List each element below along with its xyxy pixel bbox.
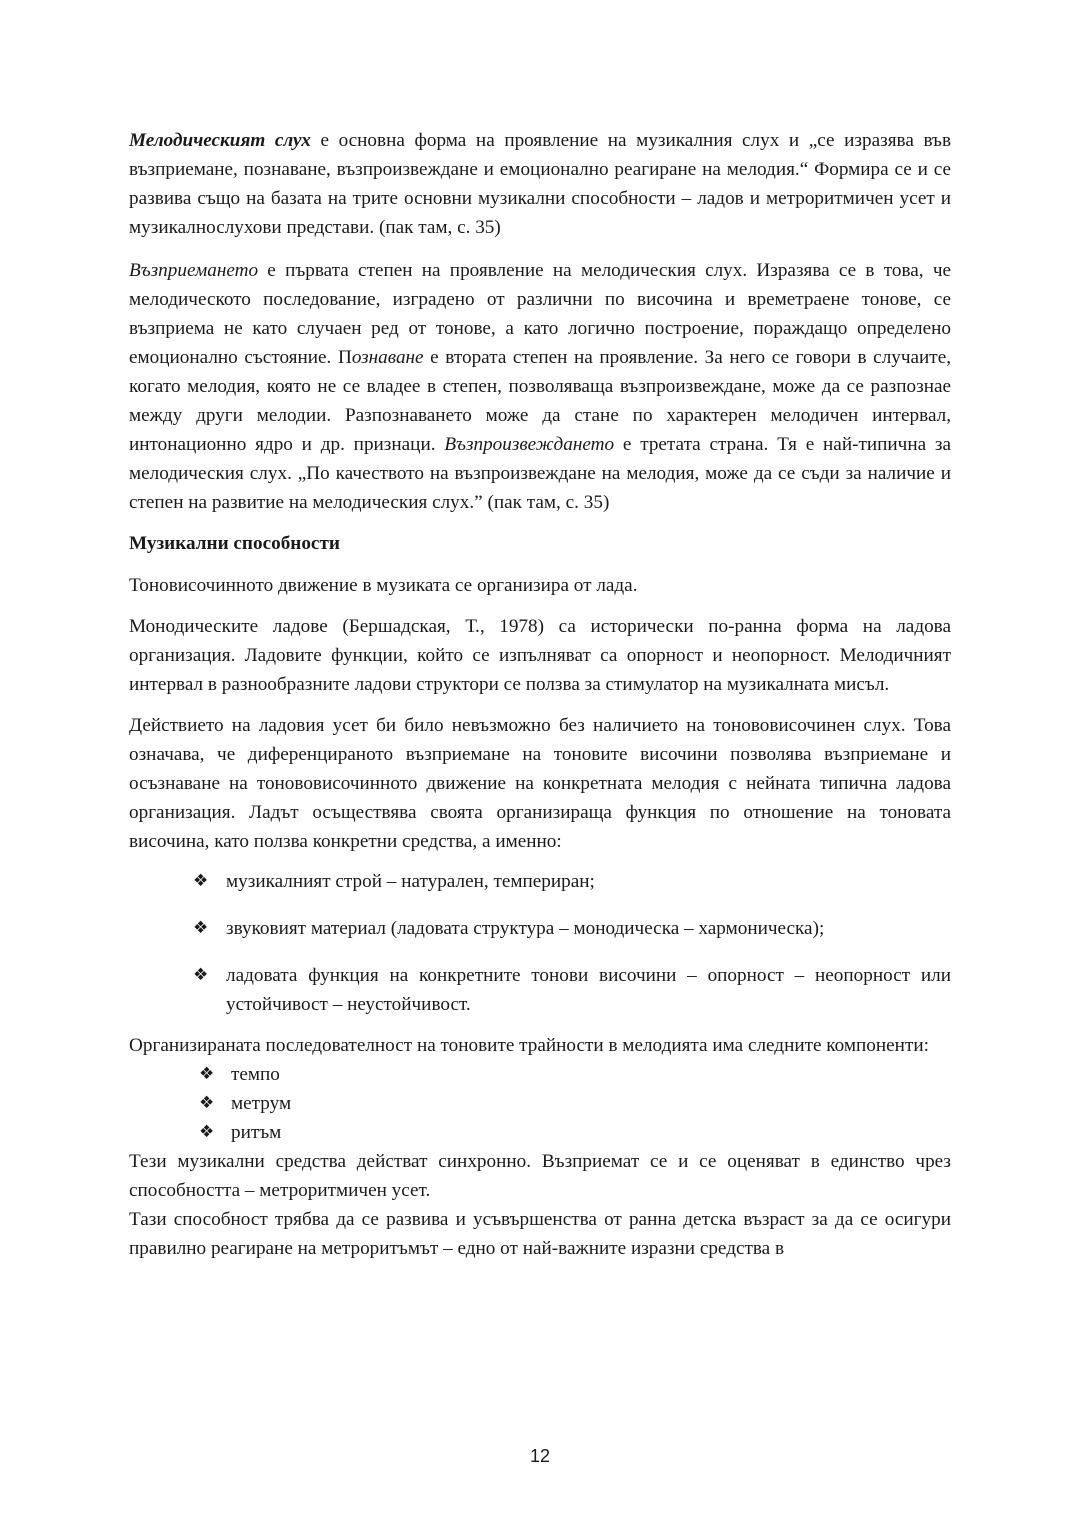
document-body [129,126,951,1263]
bullet-icon: ❖ [193,871,209,891]
term-melodic-hearing: Мелодическият слух [129,130,311,151]
list-item: ❖ ладовата функция на конкретните тонови височини – опорност – неопорност или устойчивост – неустойчивост. [193,961,951,1019]
list-item: ❖ музикалният строй – натурален, темпериран; [193,867,951,896]
bullet-icon: ❖ [199,1064,215,1084]
term-reproduction: Възпроизвеждането [444,434,615,455]
list-item: ❖ метрум [199,1089,951,1118]
list-item: ❖ звуковият материал (ладовата структура – монодическа – хармоническа); [193,914,951,943]
bullet-icon: ❖ [199,1093,215,1113]
page-number: 12 [529,1446,551,1466]
list-item: ❖ ритъм [199,1118,951,1147]
term-recognition: ознаване [351,347,424,368]
bullet-icon: ❖ [199,1122,215,1142]
bullet-icon: ❖ [193,965,209,985]
paragraph-tone-pitch: Тоновисочинното движение в музиката се организира от лада. [129,575,638,596]
paragraph-monodic-modes: Монодическите ладове (Бершадская, Т., 1978) са исторически по-ранна форма на ладова организация. Ладовите функции, който се изпълняват са опорност и неопорност. Мелодичният интервал в разнообразните ладови структори се ползва за стимулатор на музикалната мисъл. [129,616,951,695]
bullet-list-modal-means [193,867,951,1019]
bullet-icon: ❖ [193,918,209,938]
section-heading: Музикални способности [129,533,340,554]
paragraph-synchrony: Тези музикални средства действат синхронно. Възприемат се и се оценяват в единство чрез способността – метроритмичен усет. [129,1151,951,1201]
paragraph-development: Тази способност трябва да се развива и усъвършенства от ранна детска възраст за да се осигури правилно реагиране на метроритъмът – едно от най-важните изразни средства в [129,1209,951,1259]
term-perception: Възприемането [129,260,259,281]
paragraph-perception: Възприемането е първата степен на проявление на мелодическия слух. Изразява се в това, че мелодическото последование, изградено от различни по височина и времетраене тонове, се възприема не като случаен ред от тонове, а като логично построение, пораждащо определено емоционално състояние. Познаване е втората степен на проявление. За него се говори в случаите, когато мелодия, която не се владее в степен, позволяваща възпроизвеждане, може да се разпознае между други мелодии. Разпознаването може да стане по характерен мелодичен интервал, интонационно ядро и др. признаци. Възпроизвеждането е третата страна. Тя е най-типична за мелодическия слух. „По качеството на възпроизвеждане на мелодия, може да се съди за наличие и степен на развитие на мелодическия слух.” (пак там, с. 35) [129,260,952,513]
bullet-list-components [199,1060,951,1147]
paragraph-duration-components: Организираната последователност на тоновите трайности в мелодията има следните компоненти: [129,1035,929,1056]
paragraph-melodic-hearing: Мелодическият слух е основна форма на проявление на музикалния слух и „се изразява във възприемане, познаване, възпроизвеждане и емоционално реагиране на мелодия.“ Формира се и се развива също на базата на трите основни музикални способности – ладов и метроритмичен усет и музикалнослухови представи. (пак там, с. 35) [129,130,952,238]
list-item: ❖ темпо [199,1060,951,1089]
paragraph-modal-sense: Действието на ладовия усет би било невъзможно без наличието на тонововисочинен слух. Това означава, че диференцираното възприемане на тоновите височини позволява възприемане и осъзнаване на тонововисочинното движение на конкретната мелодия с нейната типична ладова организация. Ладът осъществява своята организираща функция по отношение на тоновата височина, като ползва конкретни средства, а именно: [129,715,951,852]
